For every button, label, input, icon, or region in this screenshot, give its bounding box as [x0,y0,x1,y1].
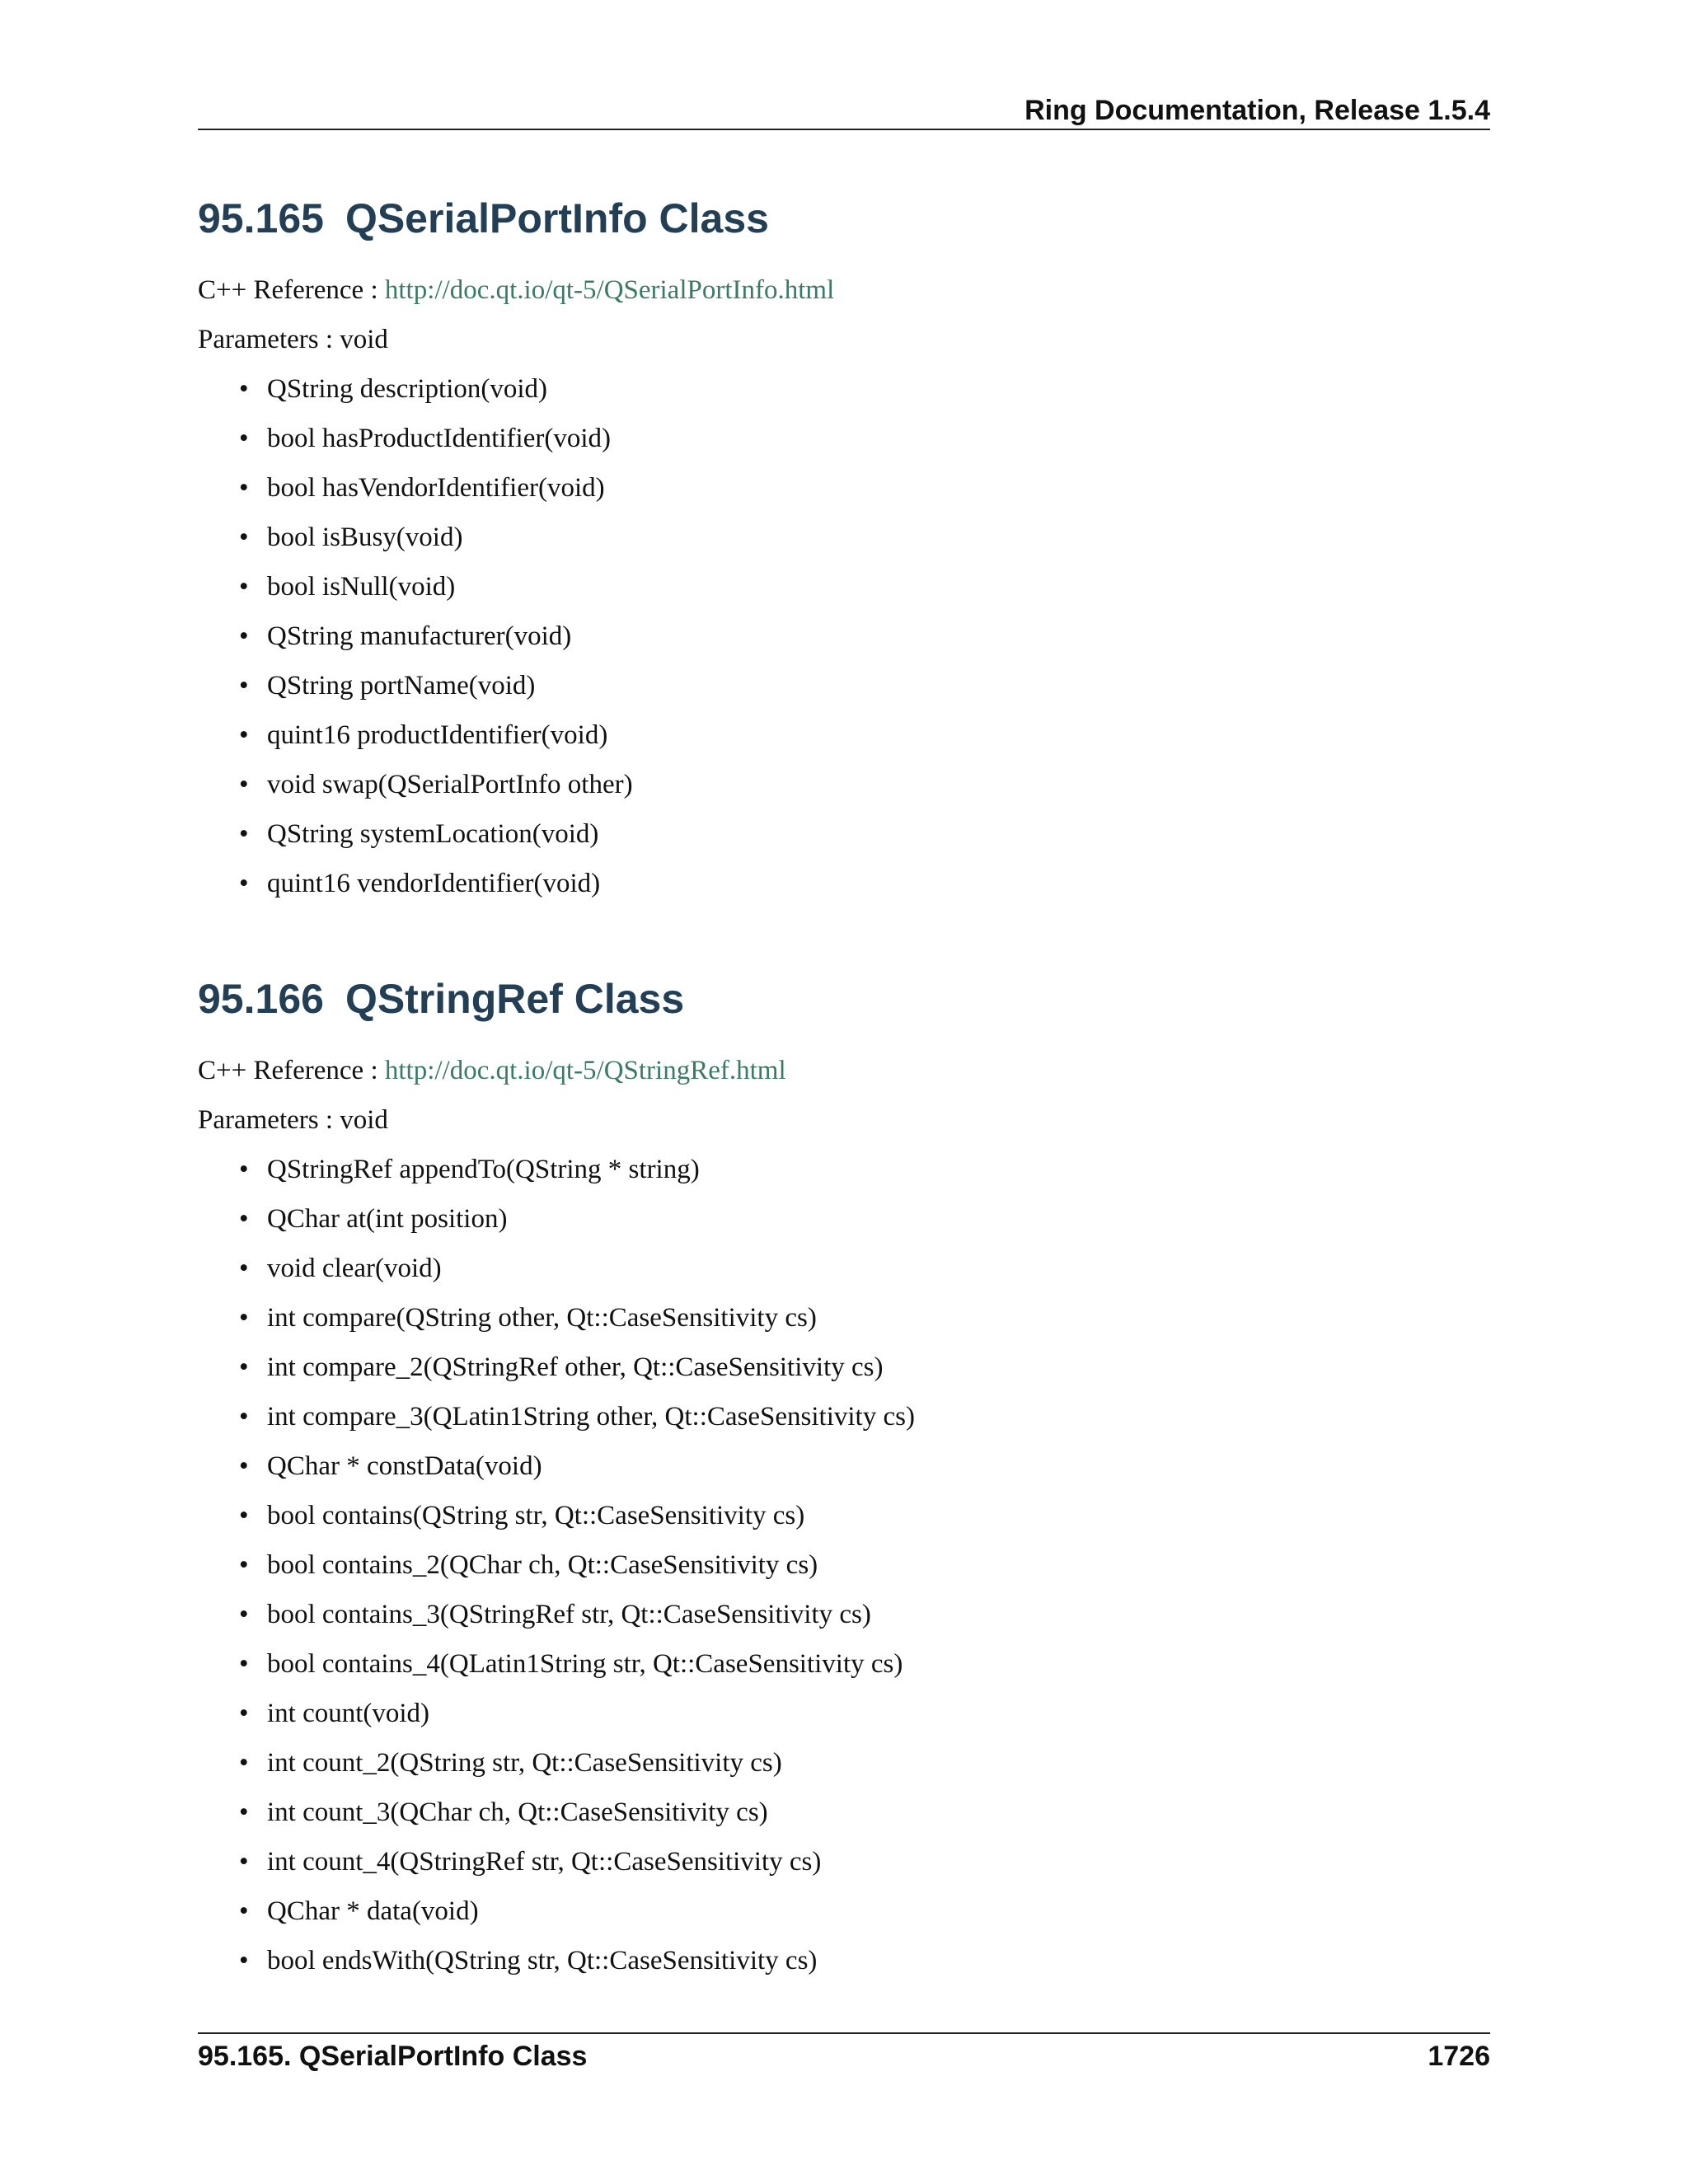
list-item [239,1244,1490,1293]
reference-label: C++ Reference : [198,275,378,305]
bullet-icon: • [239,1600,249,1629]
list-item [239,1788,1490,1837]
list-item [239,463,1490,513]
list-item [239,1936,1490,1985]
bullet-icon: • [239,1352,249,1382]
method-signature: int count_4(QStringRef str, Qt::CaseSensitivity cs) [267,1847,822,1877]
method-signature: int compare_3(QLatin1String other, Qt::CaseSensitivity cs) [267,1402,915,1432]
bullet-icon: • [239,1451,249,1481]
section-title: QSerialPortInfo Class [345,195,769,241]
method-signature: bool isNull(void) [267,572,456,602]
list-item [239,1441,1490,1491]
method-list [198,1145,1490,1985]
bullet-icon: • [239,1699,249,1728]
list-item [239,1689,1490,1738]
reference-link[interactable]: http://doc.qt.io/qt-5/QSerialPortInfo.html [384,275,835,305]
method-signature: QStringRef appendTo(QString * string) [267,1155,700,1184]
list-item [239,1145,1490,1194]
method-signature: QString manufacturer(void) [267,621,572,651]
bullet-icon: • [239,1303,249,1333]
bullet-icon: • [239,374,249,404]
bullet-icon: • [239,1402,249,1432]
section-qserialportinfo [198,181,1490,908]
bullet-icon: • [239,621,249,651]
section-title: QStringRef Class [345,976,685,1022]
list-item [239,710,1490,760]
list-item [239,1293,1490,1343]
method-signature: bool hasProductIdentifier(void) [267,424,611,453]
method-signature: bool endsWith(QString str, Qt::CaseSensitivity cs) [267,1946,818,1975]
bullet-icon: • [239,1847,249,1877]
list-item [239,859,1490,908]
section-number: 95.165 [198,195,324,241]
bullet-icon: • [239,819,249,849]
list-item [239,414,1490,463]
bullet-icon: • [239,1204,249,1234]
page-number: 1726 [1428,2041,1490,2072]
footer-section-title: 95.165. QSerialPortInfo Class [198,2041,588,2072]
list-item [239,1639,1490,1689]
bullet-icon: • [239,572,249,602]
method-signature: QChar at(int position) [267,1204,508,1234]
bullet-icon: • [239,473,249,503]
method-signature: bool contains_4(QLatin1String str, Qt::CaseSensitivity cs) [267,1649,903,1679]
list-item [239,760,1490,809]
list-item [239,1738,1490,1788]
method-signature: QString portName(void) [267,671,536,701]
list-item [239,1392,1490,1441]
method-signature: int compare_2(QStringRef other, Qt::CaseSensitivity cs) [267,1352,884,1382]
running-footer [198,2032,1490,2082]
cpp-reference [198,265,1490,315]
list-item [239,1343,1490,1392]
list-item [239,1194,1490,1244]
bullet-icon: • [239,1649,249,1679]
list-item [239,513,1490,562]
bullet-icon: • [239,1254,249,1283]
bullet-icon: • [239,1896,249,1926]
bullet-icon: • [239,1501,249,1530]
bullet-icon: • [239,1797,249,1827]
method-signature: int compare(QString other, Qt::CaseSensitivity cs) [267,1303,817,1333]
section-number: 95.166 [198,976,324,1022]
method-signature: quint16 vendorIdentifier(void) [267,869,601,898]
method-signature: bool hasVendorIdentifier(void) [267,473,605,503]
bullet-icon: • [239,770,249,799]
bullet-icon: • [239,1748,249,1778]
parameters-line: Parameters : void [198,1105,388,1135]
section-heading [198,181,1490,255]
method-signature: bool contains_2(QChar ch, Qt::CaseSensitivity cs) [267,1550,818,1580]
bullet-icon: • [239,671,249,701]
list-item [239,1590,1490,1639]
list-item [239,364,1490,414]
method-signature: quint16 productIdentifier(void) [267,720,608,750]
method-signature: void swap(QSerialPortInfo other) [267,770,633,799]
list-item [239,661,1490,710]
cpp-reference [198,1046,1490,1095]
section-heading [198,962,1490,1036]
list-item [239,1540,1490,1590]
method-signature: bool contains(QString str, Qt::CaseSensitivity cs) [267,1501,805,1530]
method-signature: QChar * data(void) [267,1896,479,1926]
reference-link[interactable]: http://doc.qt.io/qt-5/QStringRef.html [384,1056,786,1085]
list-item [239,1491,1490,1540]
bullet-icon: • [239,1946,249,1975]
bullet-icon: • [239,424,249,453]
bullet-icon: • [239,1155,249,1184]
list-item [239,562,1490,612]
method-list [198,364,1490,908]
method-signature: bool isBusy(void) [267,523,463,552]
section-qstringref [198,962,1490,1985]
bullet-icon: • [239,523,249,552]
running-header: Ring Documentation, Release 1.5.4 [198,92,1490,130]
list-item [239,1886,1490,1936]
reference-label: C++ Reference : [198,1056,378,1085]
list-item [239,809,1490,859]
document-page [198,0,1490,2184]
method-signature: bool contains_3(QStringRef str, Qt::CaseSensitivity cs) [267,1600,871,1629]
list-item [239,612,1490,661]
method-signature: QChar * constData(void) [267,1451,542,1481]
method-signature: int count_3(QChar ch, Qt::CaseSensitivity cs) [267,1797,768,1827]
parameters-line: Parameters : void [198,325,388,354]
bullet-icon: • [239,1550,249,1580]
bullet-icon: • [239,869,249,898]
list-item [239,1837,1490,1886]
bullet-icon: • [239,720,249,750]
method-signature: void clear(void) [267,1254,442,1283]
method-signature: QString systemLocation(void) [267,819,599,849]
method-signature: QString description(void) [267,374,548,404]
method-signature: int count_2(QString str, Qt::CaseSensitivity cs) [267,1748,782,1778]
method-signature: int count(void) [267,1699,430,1728]
